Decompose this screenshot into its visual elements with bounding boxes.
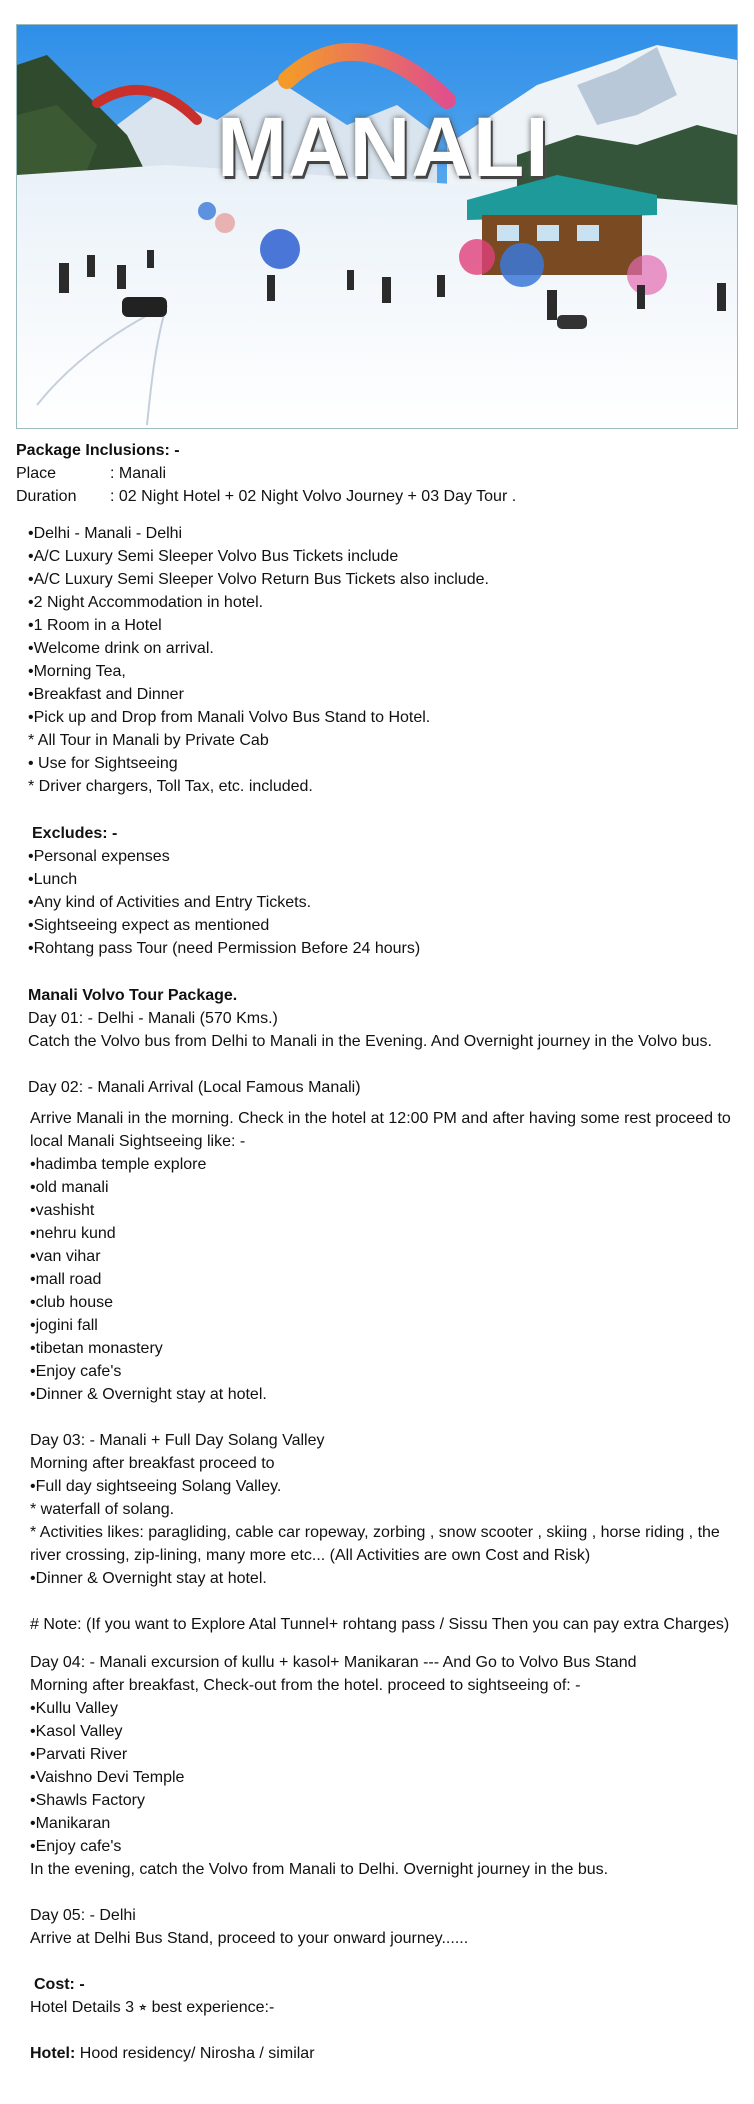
day2-text-2: local Manali Sightseeing like: - — [30, 1133, 246, 1150]
day5-title: Day 05: - Delhi — [30, 1907, 136, 1924]
place-label: Place — [16, 465, 57, 482]
day4-item: •Enjoy cafe's — [30, 1838, 122, 1855]
day2-item: •nehru kund — [30, 1225, 116, 1242]
hero-image — [16, 24, 738, 429]
exclude-item: •Sightseeing expect as mentioned — [28, 917, 270, 934]
day4-item: •Parvati River — [30, 1746, 128, 1763]
day2-item: •old manali — [30, 1179, 109, 1196]
day3-line: •Dinner & Overnight stay at hotel. — [30, 1570, 267, 1587]
day2-item: •vashisht — [30, 1202, 95, 1219]
day2-item: •jogini fall — [30, 1317, 98, 1334]
hotel-details: Hotel Details 3 ⭒ best experience:- — [30, 1999, 275, 2016]
day2-title: Day 02: - Manali Arrival (Local Famous Manali) — [28, 1079, 361, 1096]
day2-item: •mall road — [30, 1271, 102, 1288]
inclusions-heading: Package Inclusions: - — [16, 442, 180, 459]
inclusion-item: •A/C Luxury Semi Sleeper Volvo Return Bus Tickets also include. — [28, 571, 489, 588]
exclude-item: •Personal expenses — [28, 848, 170, 865]
duration-label: Duration — [16, 488, 77, 505]
hotel-label: Hotel: — [30, 2045, 76, 2062]
day4-item: •Kullu Valley — [30, 1700, 119, 1717]
place-value: : Manali — [110, 465, 167, 482]
inclusion-item: •Pick up and Drop from Manali Volvo Bus Stand to Hotel. — [28, 709, 431, 726]
day4-item: •Manikaran — [30, 1815, 111, 1832]
inclusion-item: •1 Room in a Hotel — [28, 617, 162, 634]
inclusion-item: • Use for Sightseeing — [28, 755, 178, 772]
tour-heading: Manali Volvo Tour Package. — [28, 987, 238, 1004]
day3-line: river crossing, zip-lining, many more etc... (All Activities are own Cost and Risk) — [30, 1547, 591, 1564]
hotel-line — [30, 2043, 315, 2065]
day4-title: Day 04: - Manali excursion of kullu + kasol+ Manikaran --- And Go to Volvo Bus Stand — [30, 1654, 637, 1671]
day4-outro: In the evening, catch the Volvo from Manali to Delhi. Overnight journey in the bus. — [30, 1861, 609, 1878]
day4-item: •Vaishno Devi Temple — [30, 1769, 185, 1786]
manali-landscape-illustration — [17, 25, 737, 428]
day4-intro: Morning after breakfast, Check-out from the hotel. proceed to sightseeing of: - — [30, 1677, 581, 1694]
day2-item: •van vihar — [30, 1248, 101, 1265]
exclude-item: •Rohtang pass Tour (need Permission Before 24 hours) — [28, 940, 421, 957]
exclude-item: •Any kind of Activities and Entry Tickets. — [28, 894, 312, 911]
note-text: # Note: (If you want to Explore Atal Tunnel+ rohtang pass / Sissu Then you can pay extra Charges) — [30, 1616, 730, 1633]
day3-line: •Full day sightseeing Solang Valley. — [30, 1478, 282, 1495]
day2-item: •Enjoy cafe's — [30, 1363, 122, 1380]
excludes-heading: Excludes: - — [32, 825, 118, 842]
day2-item: •Dinner & Overnight stay at hotel. — [30, 1386, 267, 1403]
day5-text: Arrive at Delhi Bus Stand, proceed to your onward journey...... — [30, 1930, 469, 1947]
day3-line: Morning after breakfast proceed to — [30, 1455, 275, 1472]
hero-title: MANALI — [217, 100, 550, 194]
day1-title: Day 01: - Delhi - Manali (570 Kms.) — [28, 1010, 278, 1027]
inclusion-item: •2 Night Accommodation in hotel. — [28, 594, 264, 611]
inclusion-item: * Driver chargers, Toll Tax, etc. included. — [28, 778, 313, 795]
inclusion-item: •Delhi - Manali - Delhi — [28, 525, 183, 542]
day3-title: Day 03: - Manali + Full Day Solang Valley — [30, 1432, 325, 1449]
inclusion-item: •A/C Luxury Semi Sleeper Volvo Bus Tickets include — [28, 548, 399, 565]
hotel-value: Hood residency/ Nirosha / similar — [75, 2045, 315, 2062]
day3-line: * Activities likes: paragliding, cable car ropeway, zorbing , snow scooter , skiing , horse riding , the — [30, 1524, 720, 1541]
day2-item: •club house — [30, 1294, 113, 1311]
cost-heading: Cost: - — [34, 1976, 85, 1993]
day4-item: •Kasol Valley — [30, 1723, 123, 1740]
day2-item: •tibetan monastery — [30, 1340, 163, 1357]
day2-item: •hadimba temple explore — [30, 1156, 207, 1173]
day1-text: Catch the Volvo bus from Delhi to Manali in the Evening. And Overnight journey in the Volvo bus. — [28, 1033, 712, 1050]
inclusion-item: •Morning Tea, — [28, 663, 126, 680]
day2-text-1: Arrive Manali in the morning. Check in the hotel at 12:00 PM and after having some rest proceed to — [30, 1110, 731, 1127]
exclude-item: •Lunch — [28, 871, 78, 888]
day3-line: * waterfall of solang. — [30, 1501, 175, 1518]
inclusion-item: •Breakfast and Dinner — [28, 686, 184, 703]
duration-value: : 02 Night Hotel + 02 Night Volvo Journey + 03 Day Tour . — [110, 488, 517, 505]
inclusion-item: •Welcome drink on arrival. — [28, 640, 214, 657]
day4-item: •Shawls Factory — [30, 1792, 145, 1809]
inclusion-item: * All Tour in Manali by Private Cab — [28, 732, 269, 749]
